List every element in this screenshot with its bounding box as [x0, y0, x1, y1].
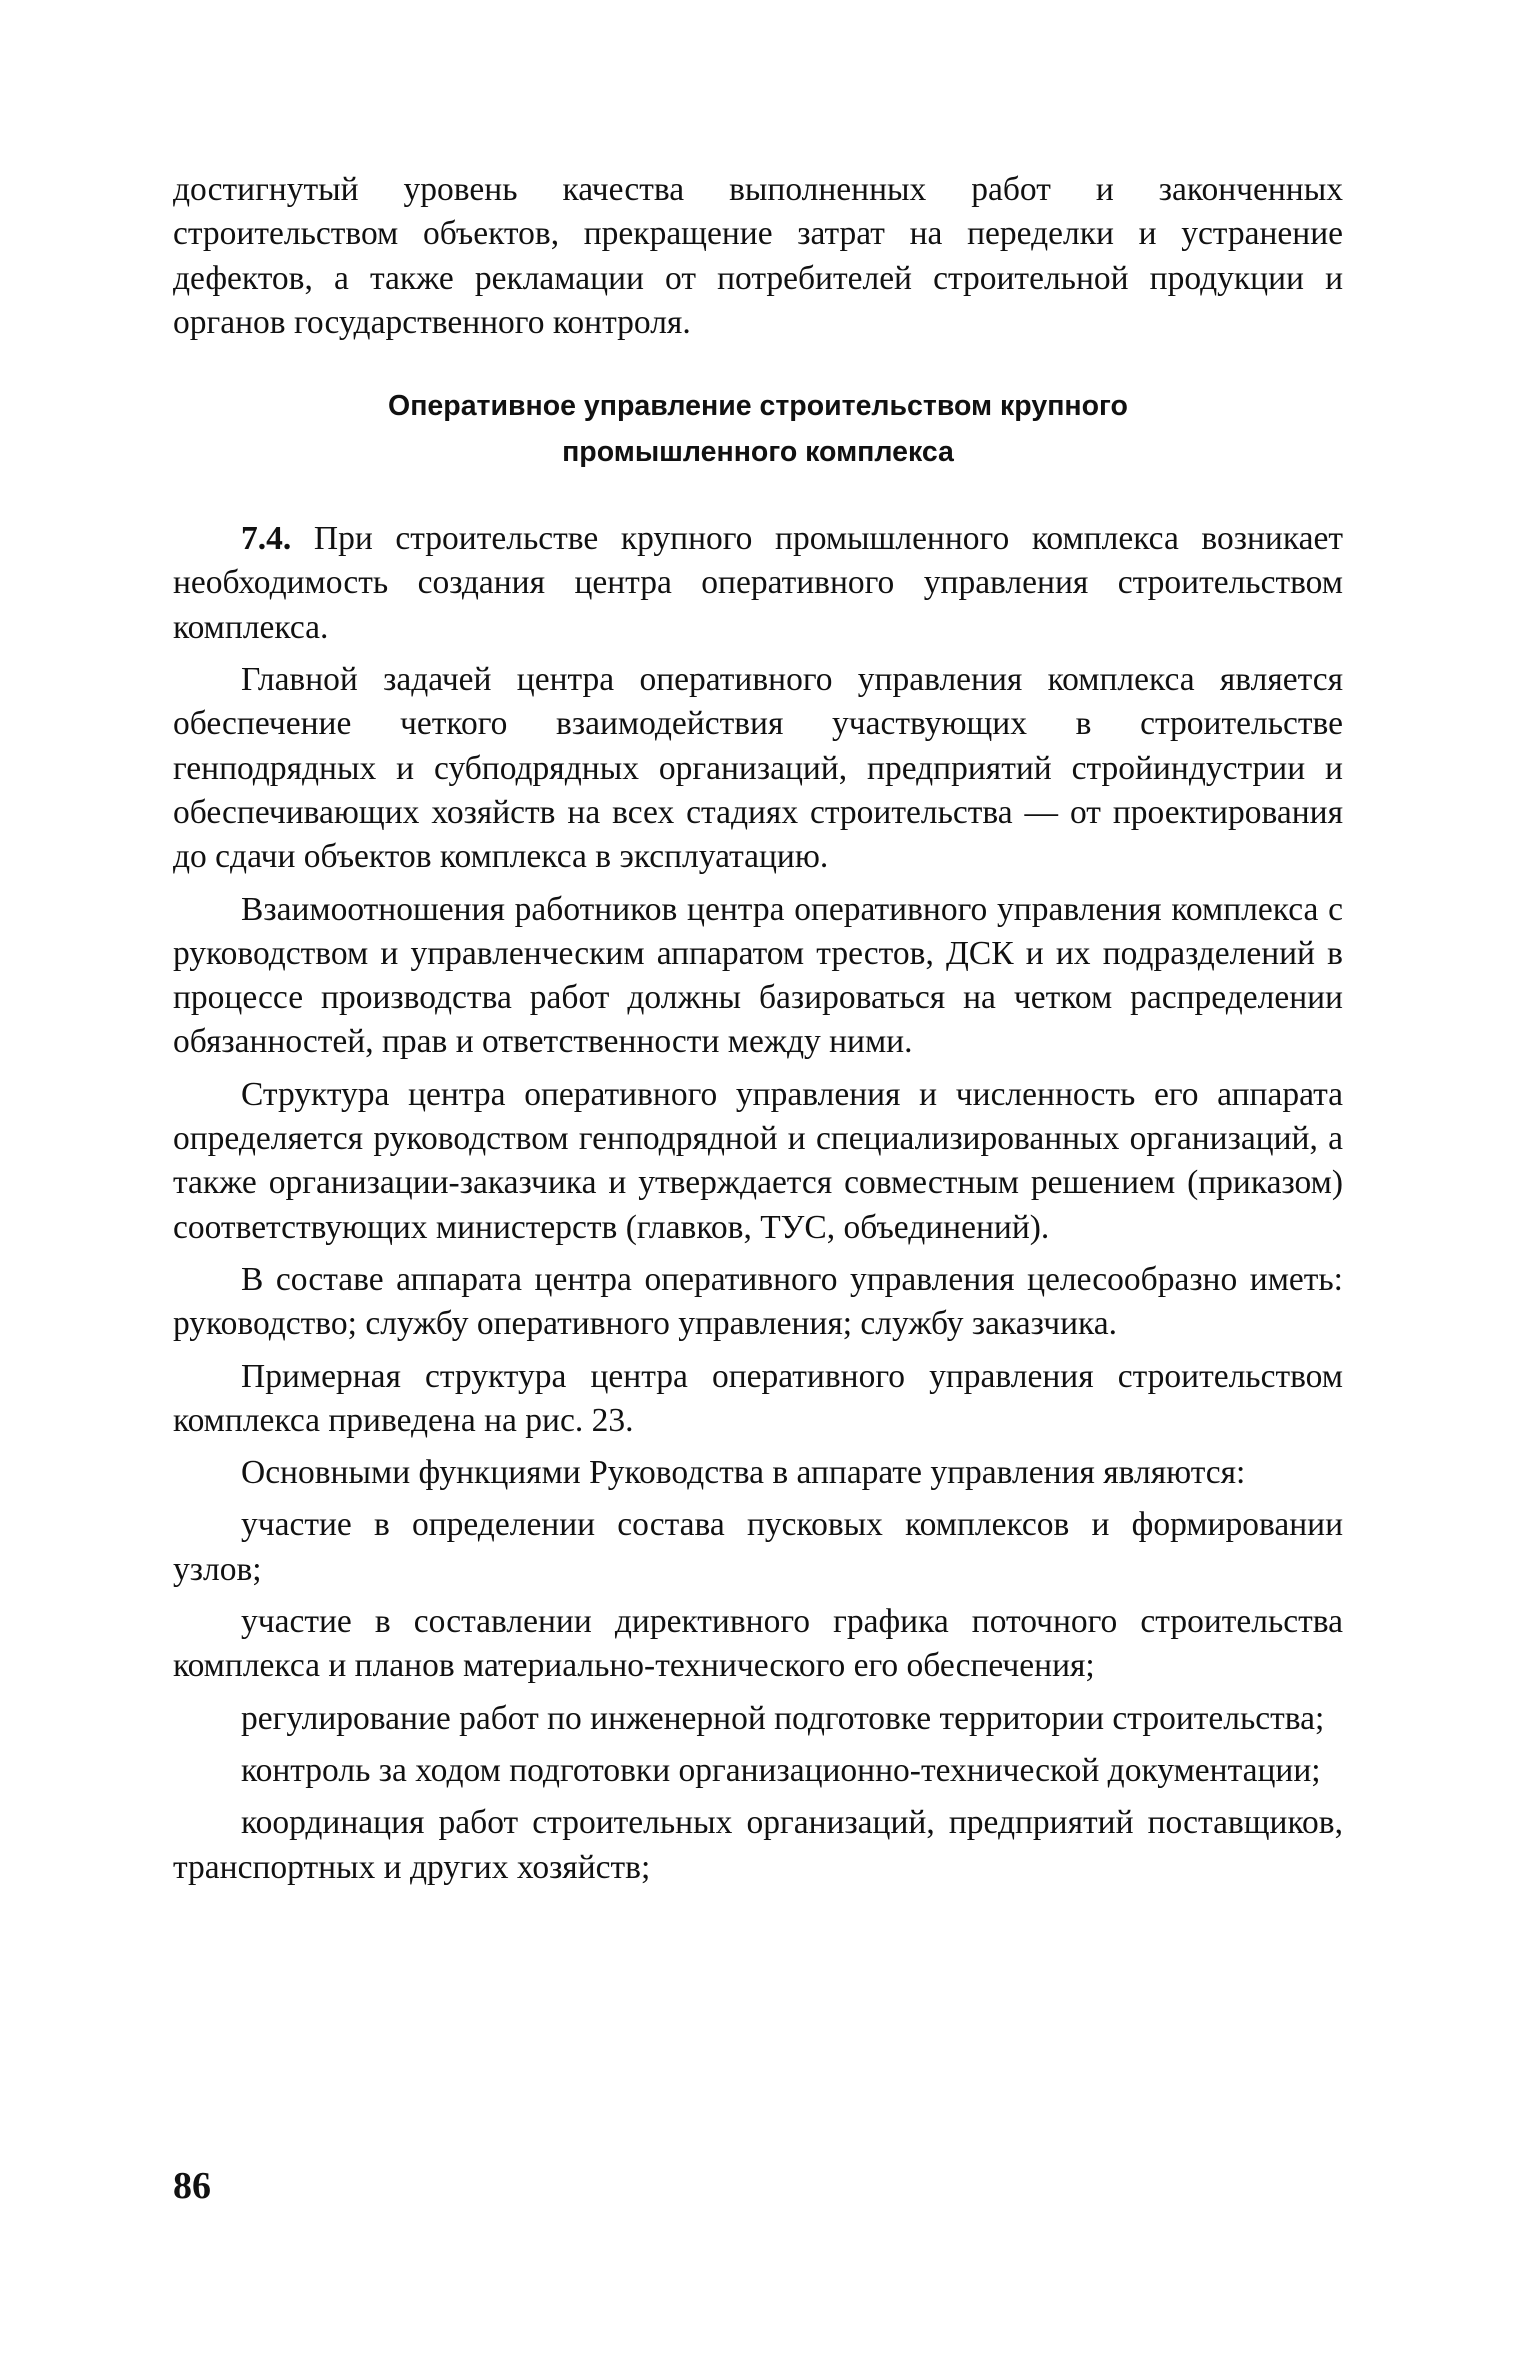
function-item: участие в составлении директивного графика поточного строительства комплекса и планов материально-технического его обеспечения; — [173, 1603, 1343, 1685]
function-item: регулирование работ по инженерной подготовке территории строительства; — [241, 1699, 1325, 1737]
function-item: контроль за ходом подготовки организационно-технической документации; — [241, 1751, 1321, 1789]
section-heading-line-1: Оперативное управление строительством крупного — [388, 390, 1128, 423]
paragraph: В составе аппарата центра оперативного управления целесообразно иметь: руководство; службу оперативного управления; службу заказчика. — [173, 1260, 1343, 1343]
section-paragraph — [173, 517, 1343, 650]
function-item: координация работ строительных организаций, предприятий поставщиков, транспортных и других хозяйств; — [173, 1804, 1343, 1886]
paragraph: Примерная структура центра оперативного управления строительством комплекса приведена на рис. 23. — [173, 1357, 1343, 1439]
paragraph: Главной задачей центра оперативного управления комплекса является обеспечение четкого взаимодействия участвующих в строительстве генподрядных и субподрядных организаций, предприятий стройиндустрии и обеспечивающих хозяйств на всех стадиях строительства — от проектирования до сдачи объектов комплекса в эксплуатацию. — [173, 661, 1343, 876]
section-heading-line-2: промышленного комплекса — [562, 436, 954, 469]
function-item: участие в определении состава пусковых комплексов и формировании узлов; — [173, 1506, 1343, 1588]
section-text: При строительстве крупного промышленного комплекса возникает необходимость создания центра оперативного управления строительством комплекса. — [173, 520, 1344, 646]
paragraph: Структура центра оперативного управления и численность его аппарата определяется руководством генподрядной и специализированных организаций, а также организации-заказчика и утверждается совместным решением (приказом) соответствующих министерств (главков, ТУС, объединений). — [173, 1075, 1343, 1246]
continuation-paragraph: достигнутый уровень качества выполненных работ и законченных строительством объектов, прекращение затрат на переделки и устранение дефектов, а также рекламации от потребителей строительной продукции и органов государственного контроля. — [173, 171, 1343, 341]
paragraph: Основными функциями Руководства в аппарате управления являются: — [241, 1454, 1246, 1492]
paragraph: Взаимоотношения работников центра оперативного управления комплекса с руководством и управленческим аппаратом трестов, ДСК и их подразделений в процессе производства работ должны базироваться на четком распределении обязанностей, прав и ответственности между ними. — [173, 890, 1343, 1061]
page-number: 86 — [173, 2165, 211, 2207]
section-number: 7.4. — [241, 520, 292, 558]
section-heading — [173, 383, 1343, 475]
page-body — [173, 168, 1343, 1890]
